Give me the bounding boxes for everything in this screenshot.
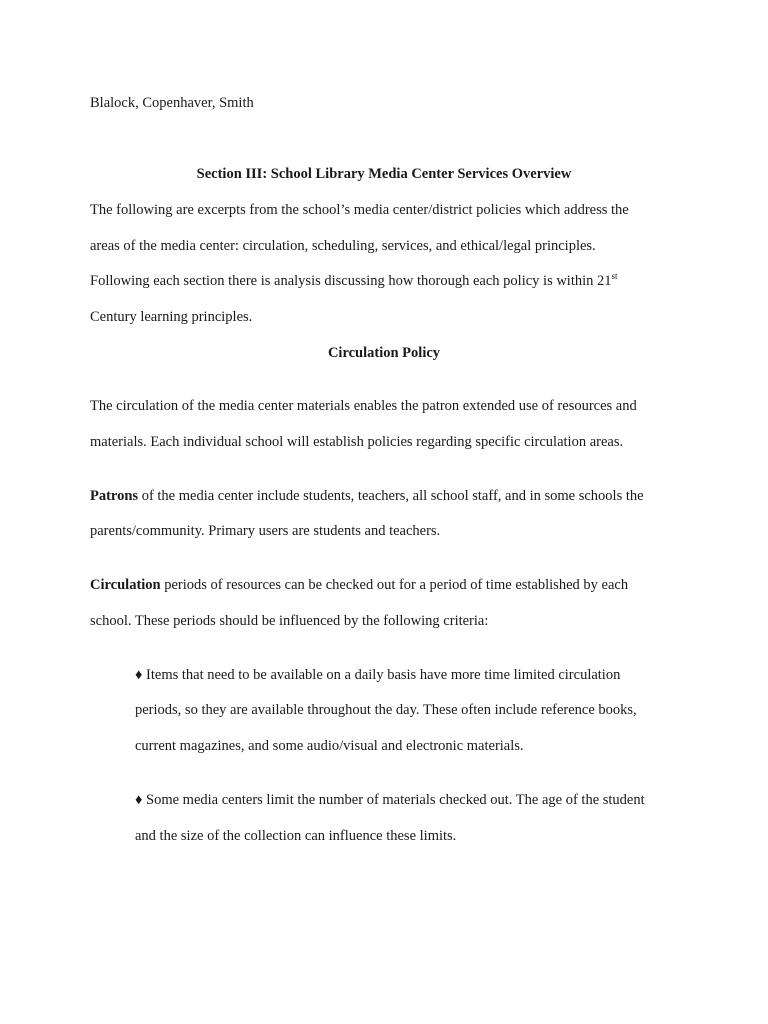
intro-line: The following are excerpts from the school’s media center/district policies which address the bbox=[90, 202, 629, 218]
patrons-paragraph-line bbox=[90, 487, 644, 505]
bullet-item-line: periods, so they are available throughout the day. These often include reference books, bbox=[135, 702, 637, 718]
patrons-term: Patrons bbox=[90, 488, 139, 504]
paragraph-line: The circulation of the media center materials enables the patron extended use of resources and bbox=[90, 398, 637, 414]
circulation-text: periods of resources can be checked out for a period of time established by each bbox=[160, 577, 629, 593]
ordinal-suffix: st bbox=[611, 271, 618, 281]
intro-line: areas of the media center: circulation, scheduling, services, and ethical/legal principles. bbox=[90, 238, 596, 254]
bullet-item-line: ♦ Items that need to be available on a daily basis have more time limited circulation bbox=[135, 667, 621, 683]
section-title: Section III: School Library Media Center Services Overview bbox=[196, 166, 572, 182]
author-header: Blalock, Copenhaver, Smith bbox=[90, 95, 254, 111]
bullet-item-line: and the size of the collection can influence these limits. bbox=[135, 828, 457, 844]
bullet-item-line: current magazines, and some audio/visual and electronic materials. bbox=[135, 738, 524, 754]
circulation-policy-heading: Circulation Policy bbox=[327, 345, 441, 361]
paragraph-line: school. These periods should be influenced by the following criteria: bbox=[90, 613, 489, 629]
bullet-item-line: ♦ Some media centers limit the number of materials checked out. The age of the student bbox=[135, 792, 645, 808]
paragraph-line: materials. Each individual school will establish policies regarding specific circulation areas. bbox=[90, 434, 624, 450]
intro-line: Century learning principles. bbox=[90, 309, 253, 325]
circulation-term: Circulation bbox=[90, 577, 161, 593]
intro-line bbox=[90, 272, 618, 290]
circulation-paragraph-line bbox=[90, 576, 628, 594]
intro-line-text: Following each section there is analysis discussing how thorough each policy is within 21 bbox=[90, 273, 612, 289]
patrons-text: of the media center include students, teachers, all school staff, and in some schools the bbox=[138, 488, 644, 504]
paragraph-line: parents/community. Primary users are students and teachers. bbox=[90, 523, 441, 539]
